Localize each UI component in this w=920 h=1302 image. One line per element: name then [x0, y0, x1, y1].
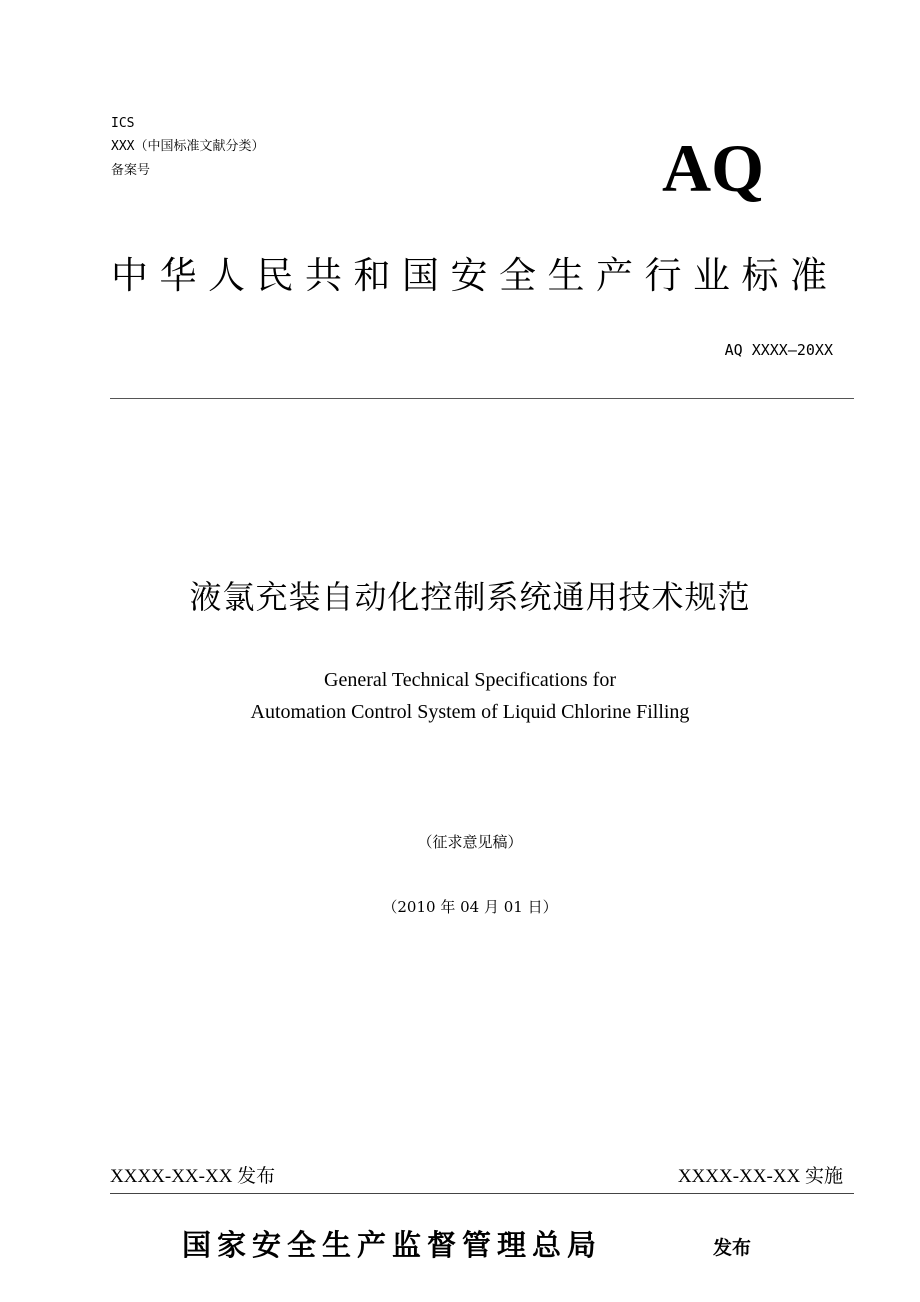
document-title-en-line-1: General Technical Specifications for [324, 669, 616, 691]
document-title-en-line-2: Automation Control System of Liquid Chlorine Filling [250, 701, 690, 723]
draft-date: （2010 年 04 月 01 日） [382, 898, 558, 916]
ics-code: ICS [111, 116, 135, 131]
industry-standard-title: 中华人民共和国安全生产行业标准 [111, 254, 839, 297]
top-divider [110, 398, 854, 399]
document-title-cn: 液氯充装自动化控制系统通用技术规范 [189, 578, 751, 616]
publish-date: XXXX-XX-XX 发布 [110, 1166, 276, 1187]
draft-label: （征求意见稿） [417, 833, 523, 851]
standard-number: AQ XXXX—20XX [724, 341, 833, 359]
publisher-suffix: 发布 [713, 1237, 752, 1259]
aq-logo: AQ [662, 130, 764, 206]
classification-code: XXX（中国标准文献分类） [111, 139, 265, 154]
implement-date: XXXX-XX-XX 实施 [677, 1166, 843, 1187]
publisher-name: 国家安全生产监督管理总局 [182, 1228, 603, 1262]
bottom-divider [110, 1193, 854, 1194]
record-number: 备案号 [111, 163, 151, 178]
